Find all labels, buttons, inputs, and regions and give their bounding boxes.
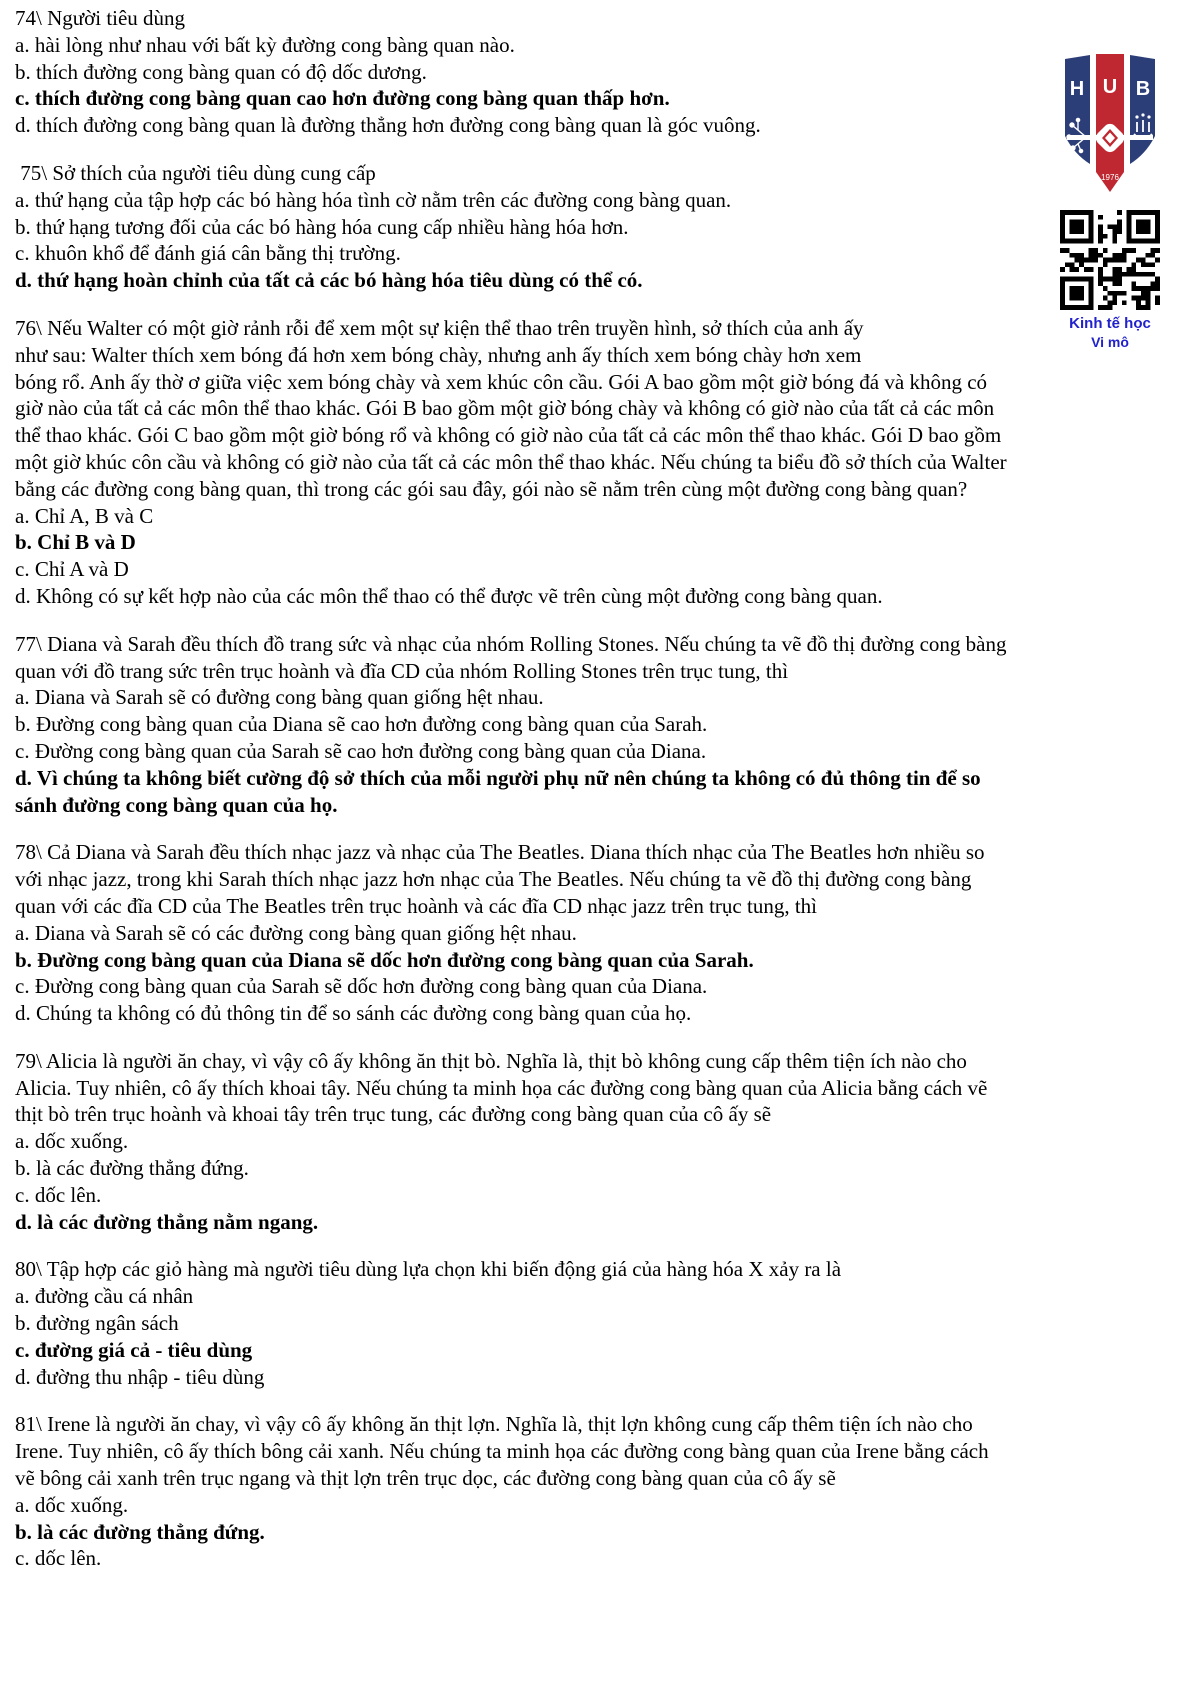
option-line: c. Đường cong bàng quan của Sarah sẽ dốc hơn đường cong bàng quan của Diana. <box>15 974 708 999</box>
option-line: c. Đường cong bàng quan của Sarah sẽ cao hơn đường cong bàng quan của Diana. <box>15 738 707 763</box>
question-prompt-line: 79\ Alicia là người ăn chay, vì vậy cô ấy không ăn thịt bò. Nghĩa là, thịt bò không cung cấp thêm tiện ích nào cho <box>15 1048 967 1073</box>
question-prompt-line: 74\ Người tiêu dùng <box>15 6 186 30</box>
question-list <box>15 5 1185 1572</box>
hub-logo-icon <box>1064 52 1156 202</box>
question-prompt-line: với nhạc jazz, trong khi Sarah thích nhạc jazz hơn nhạc của The Beatles. Nếu chúng ta vẽ đồ thị đường cong bàng <box>15 867 972 892</box>
option-line: c. dốc lên. <box>15 1546 102 1571</box>
option-line: a. Chỉ A, B và C <box>15 503 154 528</box>
question-prompt-line: 75\ Sở thích của người tiêu dùng cung cấp <box>15 160 376 185</box>
option-line: d. là các đường thẳng nằm ngang. <box>15 1209 319 1234</box>
question-prompt-line: Alicia. Tuy nhiên, cô ấy thích khoai tây. Nếu chúng ta minh họa các đường cong bàng quan của Alicia bằng cách vẽ <box>15 1075 988 1100</box>
option-line: b. đường ngân sách <box>15 1311 179 1336</box>
question-prompt-line: thể thao khác. Gói C bao gồm một giờ bóng rổ và không có giờ nào của tất cả các môn thể thao khác. Gói D bao gồm <box>15 423 1002 448</box>
question-prompt-line: 80\ Tập hợp các giỏ hàng mà người tiêu dùng lựa chọn khi biến động giá của hàng hóa X xảy ra là <box>15 1257 842 1282</box>
qr-code <box>1060 210 1160 310</box>
question-prompt-line: giờ nào của tất cả các môn thể thao khác. Gói B bao gồm một giờ bóng chày và không có giờ nào của tất cả các môn <box>15 396 995 421</box>
option-line: a. hài lòng như nhau với bất kỳ đường cong bàng quan nào. <box>15 32 515 57</box>
option-line: d. thứ hạng hoàn chỉnh của tất cả các bó hàng hóa tiêu dùng có thể có. <box>15 268 643 293</box>
option-line: b. là các đường thẳng đứng. <box>15 1156 249 1181</box>
option-line: c. thích đường cong bàng quan cao hơn đường cong bàng quan thấp hơn. <box>15 86 670 111</box>
question-prompt-line: 81\ Irene là người ăn chay, vì vậy cô ấy không ăn thịt lợn. Nghĩa là, thịt lợn không cung cấp thêm tiện ích nào cho <box>15 1412 973 1437</box>
question-prompt-line: 77\ Diana và Sarah đều thích đồ trang sức và nhạc của nhóm Rolling Stones. Nếu chúng ta vẽ đồ thị đường cong bàng <box>15 631 1007 656</box>
option-line: a. Diana và Sarah sẽ có đường cong bàng quan giống hệt nhau. <box>15 685 544 710</box>
question-block <box>15 160 1185 294</box>
qr-caption-subject: Kinh tế học <box>1069 315 1151 332</box>
option-line: d. Chúng ta không có đủ thông tin để so sánh các đường cong bàng quan của họ. <box>15 1001 692 1026</box>
question-prompt-line: bằng các đường cong bàng quan, thì trong các gói sau đây, gói nào sẽ nằm trên cùng một đường cong bàng quan? <box>15 476 968 501</box>
option-line: a. đường cầu cá nhân <box>15 1284 194 1309</box>
option-line: b. Đường cong bàng quan của Diana sẽ dốc hơn đường cong bàng quan của Sarah. <box>15 947 754 972</box>
question-prompt-line: quan với các đĩa CD của The Beatles trên trục hoành và các đĩa CD nhạc jazz trên trục tung, thì <box>15 893 817 918</box>
question-prompt-line: quan với đồ trang sức trên trục hoành và đĩa CD của nhóm Rolling Stones trên trục tung, thì <box>15 658 789 683</box>
question-prompt-line: vẽ bông cải xanh trên trục ngang và thịt lợn trên trục dọc, các đường cong bàng quan của cô ấy sẽ <box>15 1466 836 1491</box>
brand-block <box>1056 52 1164 352</box>
option-line: b. Chỉ B và D <box>15 530 136 555</box>
question-prompt-line: sánh đường cong bàng quan của họ. <box>15 792 338 817</box>
question-prompt-line: 78\ Cả Diana và Sarah đều thích nhạc jazz và nhạc của The Beatles. Diana thích nhạc của The Beatles hơn nhiều so <box>15 840 985 865</box>
question-prompt-line: bóng rổ. Anh ấy thờ ơ giữa việc xem bóng chày và xem khúc côn cầu. Gói A bao gồm một giờ bóng đá và không có <box>15 369 988 394</box>
option-line: c. đường giá cả - tiêu dùng <box>15 1337 253 1362</box>
option-line: b. là các đường thẳng đứng. <box>15 1519 265 1544</box>
option-line: c. khuôn khổ để đánh giá cân bằng thị trường. <box>15 241 401 266</box>
option-line: a. thứ hạng của tập hợp các bó hàng hóa tình cờ nằm trên các đường cong bàng quan. <box>15 187 732 212</box>
logo-year: 1976 <box>1101 173 1119 182</box>
option-line: d. Vì chúng ta không biết cường độ sở thích của mỗi người phụ nữ nên chúng ta không có đủ thông tin để so <box>15 765 981 790</box>
question-block <box>15 631 1185 819</box>
logo-letter-u: U <box>1102 76 1118 98</box>
question-block <box>15 1048 1185 1236</box>
question-block <box>15 1256 1185 1390</box>
option-line: d. Không có sự kết hợp nào của các môn thể thao có thể được vẽ trên cùng một đường cong bàng quan. <box>15 583 883 608</box>
option-line: c. Chỉ A và D <box>15 557 129 582</box>
option-line: c. dốc lên. <box>15 1182 102 1207</box>
question-block <box>15 1411 1185 1572</box>
logo-letter-b: B <box>1135 78 1151 100</box>
option-line: d. thích đường cong bàng quan là đường thẳng hơn đường cong bàng quan là góc vuông. <box>15 113 761 138</box>
qr-caption-level: Vi mô <box>1091 334 1129 350</box>
option-line: a. dốc xuống. <box>15 1129 129 1154</box>
logo-letter-h: H <box>1069 78 1085 100</box>
question-prompt-line: thịt bò trên trục hoành và khoai tây trên trục tung, các đường cong bàng quan của cô ấy sẽ <box>15 1102 772 1127</box>
question-block <box>15 5 1185 139</box>
option-line: a. Diana và Sarah sẽ có các đường cong bàng quan giống hệt nhau. <box>15 920 577 945</box>
question-prompt-line: như sau: Walter thích xem bóng đá hơn xem bóng chày, nhưng anh ấy thích xem bóng chày hơn xem <box>15 342 862 367</box>
question-prompt-line: Irene. Tuy nhiên, cô ấy thích bông cải xanh. Nếu chúng ta minh họa các đường cong bàng quan của Irene bằng cách <box>15 1439 989 1464</box>
option-line: b. thích đường cong bàng quan có độ dốc dương. <box>15 59 427 84</box>
option-line: a. dốc xuống. <box>15 1492 129 1517</box>
option-line: b. thứ hạng tương đối của các bó hàng hóa cung cấp nhiều hàng hóa hơn. <box>15 214 629 239</box>
question-prompt-line: một giờ khúc côn cầu và không có giờ nào của tất cả các môn thể thao khác. Nếu chúng ta biểu đồ sở thích của Walter <box>15 449 1007 474</box>
option-line: d. đường thu nhập - tiêu dùng <box>15 1364 265 1389</box>
question-block <box>15 839 1185 1027</box>
question-block <box>15 315 1185 610</box>
question-prompt-line: 76\ Nếu Walter có một giờ rảnh rỗi để xem một sự kiện thể thao trên truyền hình, sở thích của anh ấy <box>15 315 864 340</box>
option-line: b. Đường cong bàng quan của Diana sẽ cao hơn đường cong bàng quan của Sarah. <box>15 712 708 737</box>
